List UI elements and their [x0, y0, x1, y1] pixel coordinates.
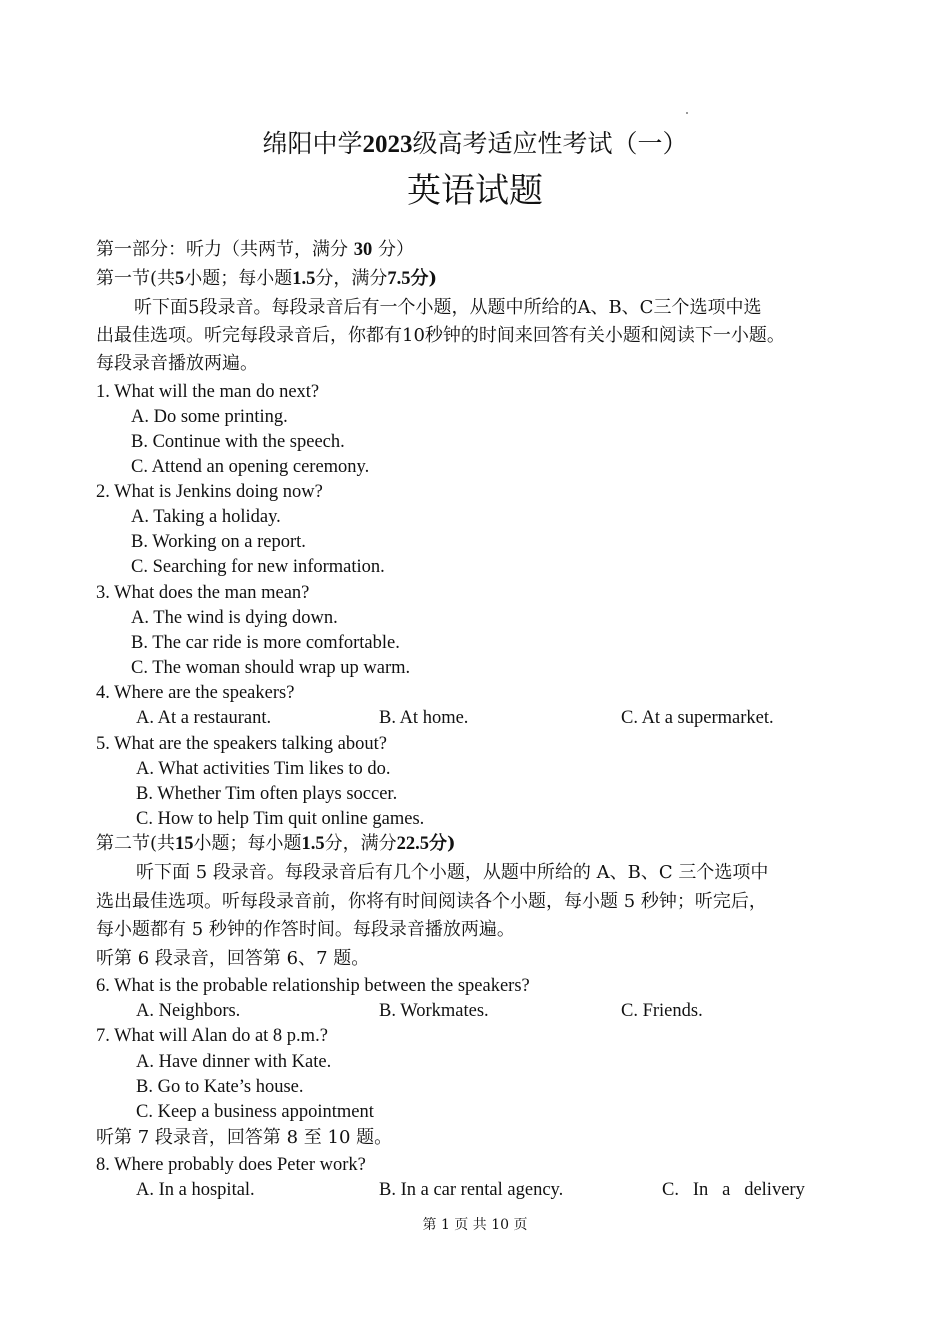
passage6-label: 听第 6 段录音，回答第 6、7 题。 — [96, 948, 370, 969]
q8-option-b: B. In a car rental agency. — [379, 1180, 564, 1200]
s2-total: 22.5 — [396, 834, 430, 854]
section2-heading — [96, 832, 456, 856]
s1-a: 第一节(共 — [96, 268, 176, 289]
part1-label-end: 分） — [377, 239, 414, 260]
s2-b: 小题；每小题 — [193, 833, 302, 854]
s1-total: 7.5 — [387, 269, 411, 289]
s2-a: 第二节(共 — [96, 833, 176, 854]
q4-option-c: C. At a supermarket. — [621, 708, 774, 728]
q5-option-a: A. What activities Tim likes to do. — [136, 759, 391, 779]
q5-stem: 5. What are the speakers talking about? — [96, 734, 387, 754]
s2-each: 1.5 — [301, 834, 325, 854]
q6-option-b: B. Workmates. — [379, 1001, 489, 1021]
passage7-label: 听第 7 段录音，回答第 8 至 10 题。 — [96, 1127, 393, 1148]
q3-option-c: C. The woman should wrap up warm. — [131, 658, 411, 678]
s1-each: 1.5 — [292, 269, 316, 289]
section2-instructions-1: 听下面 5 段录音。每段录音后有几个小题，从题中所给的 A、B、C 三个选项中 — [136, 862, 769, 883]
q2-stem: 2. What is Jenkins doing now? — [96, 482, 323, 502]
part1-heading — [96, 238, 414, 262]
q3-option-b: B. The car ride is more comfortable. — [131, 633, 400, 653]
q1-option-c: C. Attend an opening ceremony. — [131, 457, 370, 477]
s1-count: 5 — [175, 269, 185, 289]
part1-label: 第一部分：听力（共两节，满分 — [96, 239, 348, 260]
q7-option-a: A. Have dinner with Kate. — [136, 1052, 332, 1072]
section1-instructions-2: 出最佳选项。听完每段录音后，你都有10秒钟的时间来回答有关小题和阅读下一小题。 — [96, 325, 785, 346]
q2-option-c: C. Searching for new information. — [131, 557, 385, 577]
q8-stem: 8. Where probably does Peter work? — [96, 1155, 366, 1175]
s2-c: 分，满分 — [324, 833, 397, 854]
s1-b: 小题；每小题 — [184, 268, 293, 289]
q7-option-b: B. Go to Kate’s house. — [136, 1077, 304, 1097]
q8-option-c: C. In a delivery — [662, 1180, 805, 1200]
section1-instructions-3: 每段录音播放两遍。 — [96, 353, 258, 374]
s2-d: 分) — [429, 833, 456, 854]
q2-option-b: B. Working on a report. — [131, 532, 306, 552]
q7-stem: 7. What will Alan do at 8 p.m.? — [96, 1026, 328, 1046]
section2-instructions-3: 每小题都有 5 秒钟的作答时间。每段录音播放两遍。 — [96, 919, 515, 940]
s1-c: 分，满分 — [315, 268, 388, 289]
section2-instructions-2: 选出最佳选项。听每段录音前，你将有时间阅读各个小题，每小题 5 秒钟；听完后， — [96, 891, 767, 912]
q1-stem: 1. What will the man do next? — [96, 382, 320, 402]
q5-option-c: C. How to help Tim quit online games. — [136, 809, 425, 829]
q6-stem: 6. What is the probable relationship between the speakers? — [96, 976, 530, 996]
q4-stem: 4. Where are the speakers? — [96, 683, 295, 703]
q3-stem: 3. What does the man mean? — [96, 583, 310, 603]
q1-option-a: A. Do some printing. — [131, 407, 288, 427]
q4-option-a: A. At a restaurant. — [136, 708, 272, 728]
section1-instructions-1: 听下面5段录音。每段录音后有一个小题，从题中所给的A、B、C三个选项中选 — [134, 297, 762, 318]
subject-title: 英语试题 — [407, 171, 543, 211]
title-suffix: 级高考适应性考试（一） — [412, 129, 688, 158]
section1-heading — [96, 267, 437, 291]
exam-title — [0, 124, 950, 160]
q8-option-a: A. In a hospital. — [136, 1180, 255, 1200]
q1-option-b: B. Continue with the speech. — [131, 432, 345, 452]
title-prefix: 绵阳中学 — [262, 129, 363, 158]
q7-option-c: C. Keep a business appointment — [136, 1102, 374, 1122]
q4-option-b: B. At home. — [379, 708, 469, 728]
page-footer: 第 1 页 共 10 页 — [422, 1217, 528, 1233]
page-dot — [686, 112, 688, 114]
s2-count: 15 — [175, 834, 194, 854]
q2-option-a: A. Taking a holiday. — [131, 507, 281, 527]
title-year: 2023 — [362, 131, 413, 158]
q6-option-c: C. Friends. — [621, 1001, 703, 1021]
q5-option-b: B. Whether Tim often plays soccer. — [136, 784, 398, 804]
q3-option-a: A. The wind is dying down. — [131, 608, 338, 628]
s1-d: 分) — [410, 268, 438, 289]
q6-option-a: A. Neighbors. — [136, 1001, 241, 1021]
part1-score: 30 — [353, 240, 373, 260]
